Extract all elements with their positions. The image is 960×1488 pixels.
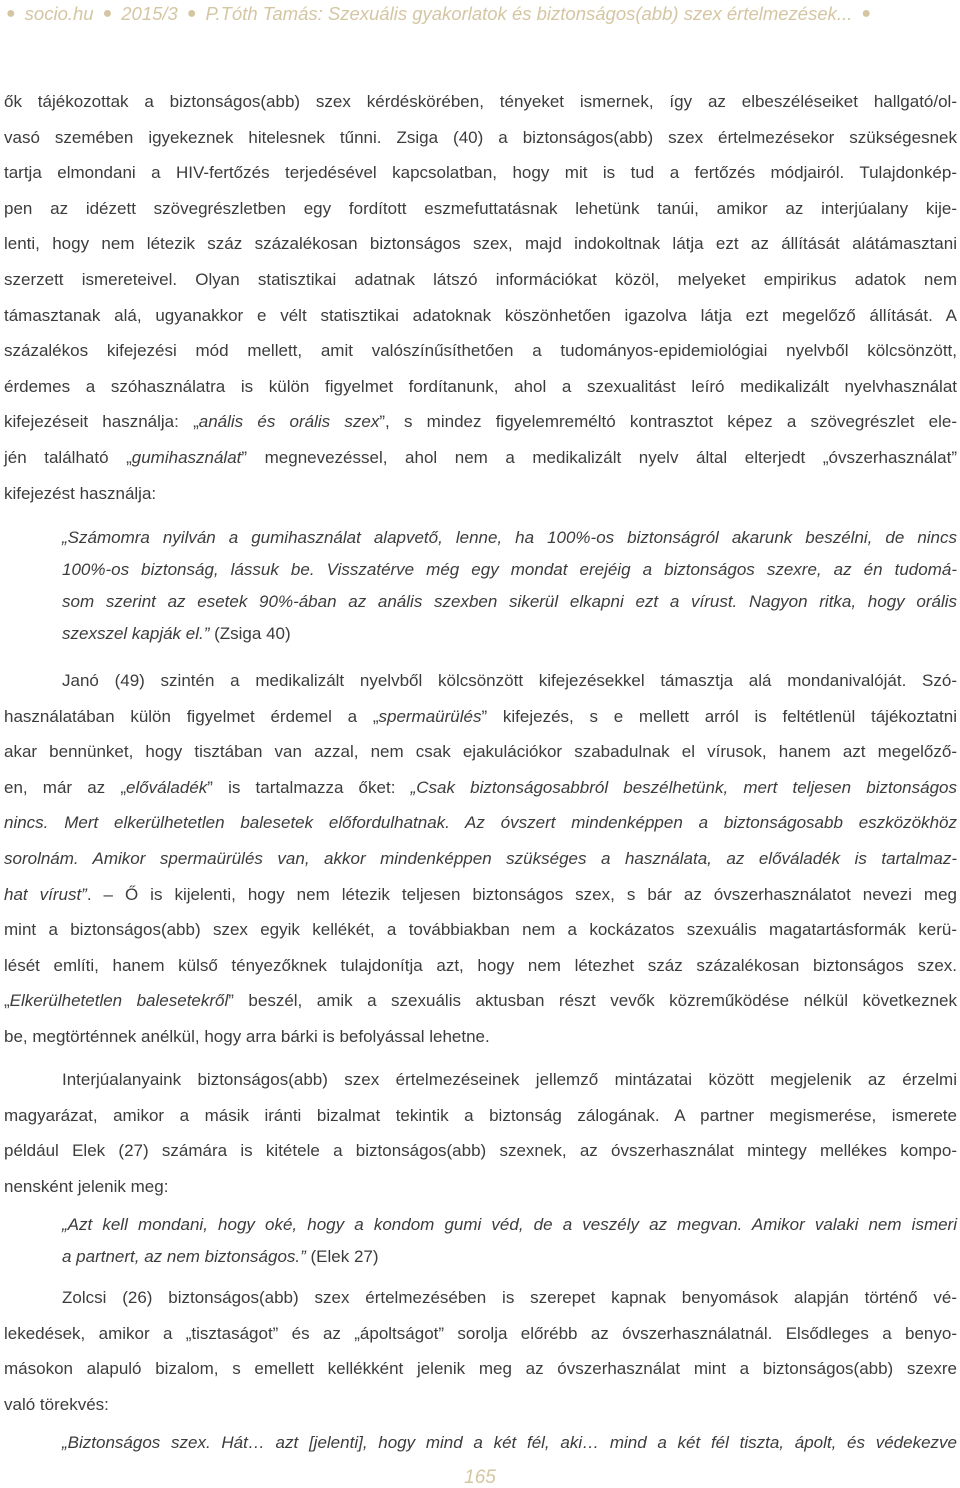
citation: (Zsiga 40) [209,623,291,643]
text-run: ” is tartalmazza őket: [207,777,411,797]
text-run: támasztanak alá, ugyanakkor e vélt statisztikai adatoknak köszönhetően igazolva látja ezt megelőző állítását. A [4,305,957,325]
text-line [4,191,957,227]
text-run: kifejezést használja: [4,483,157,503]
quote-run: szexszel kapják el.” [62,623,210,643]
text-run: vasó szemében igyekeznek hitelesnek tűnni. Zsiga (40) a biztonságos(abb) szex értelmezésekor szükségesnek [4,127,957,147]
text-line [4,333,957,369]
text-line [4,770,957,806]
quote-line [62,618,957,650]
text-line [4,404,957,440]
text-line [4,1351,957,1387]
quote-run: „Biztonságos szex. Hát… azt [jelenti], hogy mind a két fél, aki… mind a két fél tiszta, ápolt, és védekezve [62,1432,957,1452]
inline-quote-run: „Csak biztonságosabbról beszélhetünk, mert teljesen biztonságos [410,777,957,797]
bullet-icon: ● [186,5,197,22]
text-line [4,912,957,948]
text-run: való törekvés: [4,1394,109,1414]
bullet-icon: ● [102,5,113,22]
text-line [4,1098,957,1134]
paragraph-3 [4,1062,957,1204]
text-line [4,663,957,699]
text-run: lését említi, hanem külső tényezőknek tulajdonítja azt, hogy nem létezhet száz százalékosan biztonságos szex. [4,955,957,975]
citation: (Elek 27) [305,1246,379,1266]
text-line [4,841,957,877]
text-line [4,440,957,476]
text-run: tartja elmondani a HIV-fertőzés terjedésével kapcsolatban, hogy mit is tud a fertőzés módjairól. Tulajdonkép- [4,163,957,183]
text-run: százalékos kifejezési mód mellett, amit valószínűsíthetően a tudományos-epidemiológiai nyelvből kölcsönzött, [4,341,957,361]
emphasis-run: gumihasználat [131,447,242,467]
bullet-icon: ● [861,5,871,22]
text-run: ”, s mindez figyelemreméltó kontrasztot képez a szövegrészlet ele- [379,412,957,432]
text-line [4,877,957,913]
running-header [6,0,871,28]
text-run: jén található „ [4,447,132,467]
block-quote-3 [62,1427,957,1459]
quote-line [62,1241,957,1273]
text-run: például Elek (27) számára is kitétele a biztonságos(abb) szexnek, az óvszerhasználat mintegy mellékes kompo- [4,1141,957,1161]
article-body [4,84,957,1459]
text-run: „ [4,991,10,1011]
text-run: ” kifejezés, s e mellett arról is feltétlenül tájékoztatni [481,706,957,726]
quote-run: a partnert, az nem biztonságos.” [62,1246,306,1266]
text-run: lenti, hogy nem létezik száz százalékosan biztonságos szex, majd indokoltnak látja ezt az állítását alátámasztani [4,234,957,254]
quote-run: „Azt kell mondani, hogy oké, hogy a kondom gumi véd, de a veszély az megvan. Amikor valaki nem ismeri [62,1214,957,1234]
quote-line [62,1209,957,1241]
quote-line [62,554,957,586]
text-run: érdemes a szóhasználatra is külön figyelmet fordítanunk, ahol a szexualitást leíró medikalizált nyelvhasználat [4,376,957,396]
block-quote-2 [62,1209,957,1273]
text-line [4,1062,957,1098]
text-run: ” beszél, amik a szexuális aktusban részt vevők közreműködése nélkül következnek [228,991,957,1011]
emphasis-run: spermaürülés [378,706,482,726]
text-run: ” megnevezéssel, ahol nem a medikalizált nyelv által elterjedt „óvszerhasználat” [241,447,957,467]
text-run: Janó (49) szintén a medikalizált nyelvből kölcsönzött kifejezésekkel támasztja alá mondanivalóját. Szó- [62,671,957,691]
inline-quote-run: nincs. Mert elkerülhetetlen balesetek előfordulhatnak. Az óvszert mindenképpen a biztonságosabb eszközökhöz [4,813,957,833]
text-run: Interjúalanyaink biztonságos(abb) szex értelmezéseinek jellemző mintázatai között megjelenik az érzelmi [62,1070,957,1090]
quote-line [62,586,957,618]
quote-run: 100%-os biztonság, lássuk be. Visszatérve még egy mondat erejéig a biztonságos szexre, az én tudomá- [62,559,957,579]
quote-line [62,522,957,554]
journal-name: socio.hu [24,3,94,24]
text-run: mint a biztonságos(abb) szex egyik kellékét, a továbbiakban nem a kockázatos szexuális magatartásformák kerü- [4,920,957,940]
text-line [4,298,957,334]
text-line [4,262,957,298]
quote-line [62,1427,957,1459]
text-line [4,1387,957,1423]
text-run: másokon alapuló bizalom, s emellett kellékként jelenik meg az óvszerhasználat mint a biztonságos(abb) szexre [4,1359,957,1379]
text-line [4,983,957,1019]
text-line [4,734,957,770]
text-run: kifejezéseit használja: „ [4,412,199,432]
text-run: akar bennünket, hogy tisztában van azzal, nem csak ejakulációkor szabadulnak el vírusok, hanem azt megelőző- [4,742,957,762]
running-title: P.Tóth Tamás: Szexuális gyakorlatok és biztonságos(abb) szex értelmezések... [205,3,853,24]
text-run: . – Ő is kijelenti, hogy nem létezik teljesen biztonságos szex, s bár az óvszerhasználatot nevezi meg [86,884,957,904]
text-run: ők tájékozottak a biztonságos(abb) szex kérdéskörében, tényeket ismernek, így az elbeszéléseiket hallgató/ol- [4,92,957,111]
text-line [4,155,957,191]
text-line [4,476,957,512]
text-run: szerzett ismereteivel. Olyan statisztikai adatnak látszó információkat közöl, melyeket empirikus adatok nem [4,269,957,289]
inline-quote-run: sorolnám. Amikor spermaürülés van, akkor mindenképpen szükséges a használata, az előváladék is tartalmaz- [4,849,957,869]
emphasis-run: előváladék [126,777,208,797]
text-line [4,120,957,156]
quote-run: „Számomra nyilván a gumihasználat alapvető, lenne, ha 100%-os biztonságról akarunk beszélni, de nincs [62,527,957,547]
paragraph-2 [4,663,957,1055]
issue-number: 2015/3 [121,3,178,24]
text-line [4,805,957,841]
text-run: pen az idézett szövegrészletben egy fordított eszmefuttatásnak lehetünk tanúi, amikor az interjúalany kije- [4,198,957,218]
text-run: használatában külön figyelmet érdemel a „ [4,706,379,726]
block-quote-1 [62,522,957,650]
text-line [4,1316,957,1352]
text-run: Zolcsi (26) biztonságos(abb) szex értelmezésében is szerepet kapnak benyomások alapján történő vé- [62,1287,957,1307]
text-run: magyarázat, amikor a másik iránti bizalmat tekintik a biztonság zálogának. A partner megismerése, ismerete [4,1105,957,1125]
text-line [4,699,957,735]
bullet-icon: ● [6,5,16,22]
text-run: be, megtörténnek anélkül, hogy arra bárki is befolyással lehetne. [4,1027,490,1047]
inline-quote-run: hat vírust” [4,884,87,904]
text-run: lekedések, amikor a „tisztaságot” és az „ápoltságot” sorolja előrébb az óvszerhasználatnál. Elsődleges a benyo- [4,1323,957,1343]
emphasis-run: anális és orális szex [198,412,380,432]
text-line [4,369,957,405]
text-run: en, már az „ [4,777,126,797]
text-line [4,948,957,984]
text-run: nensként jelenik meg: [4,1176,169,1196]
quote-run: som szerint az esetek 90%-ában az anális szexben sikerül elkapni ezt a vírust. Nagyon ritka, hogy orális [62,591,957,611]
text-line [4,226,957,262]
emphasis-run: Elkerülhetetlen balesetekről [9,991,229,1011]
text-line [4,1280,957,1316]
page-number: 165 [464,1467,496,1488]
text-line [4,1133,957,1169]
paragraph-1 [4,84,957,511]
paragraph-4 [4,1280,957,1422]
text-line [4,1019,957,1055]
text-line [4,1169,957,1205]
text-line [4,84,957,120]
